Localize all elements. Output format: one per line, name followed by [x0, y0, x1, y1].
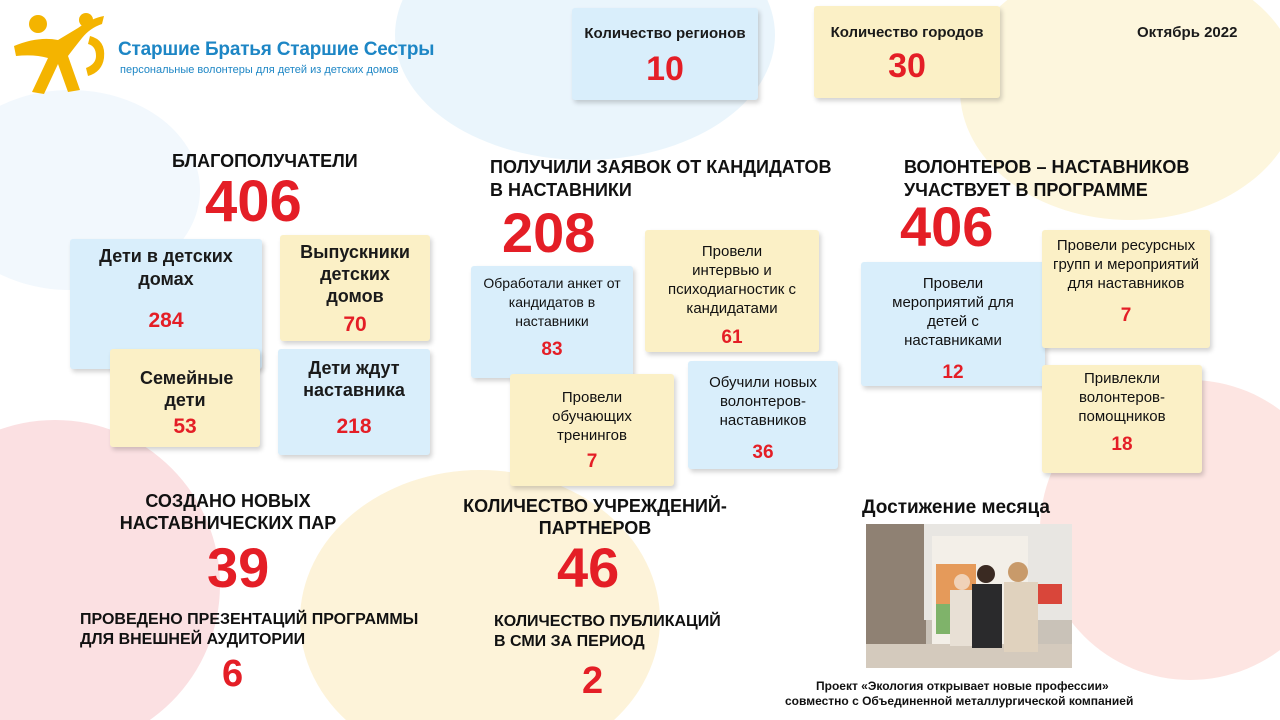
regions-value: 10: [646, 50, 684, 88]
resource-label: Провели ресурсных групп и мероприятий для наставников: [1052, 237, 1200, 292]
processed-card: [471, 266, 633, 378]
trainings-label: Провели обучающих тренингов: [552, 389, 632, 444]
cities-label: Количество городов: [830, 24, 984, 41]
applications-title-line1: ПОЛУЧИЛИ ЗАЯВОК ОТ КАНДИДАТОВ: [490, 157, 832, 177]
graduates-label: Выпускники детских домов: [300, 242, 410, 306]
bg-blob-pink-left: [0, 420, 220, 720]
figures-logo-icon: [8, 6, 118, 96]
pairs-value: 39: [207, 536, 270, 599]
volunteers-title-line1: ВОЛОНТЕРОВ – НАСТАВНИКОВ: [904, 157, 1190, 177]
applications-title-line2: В НАСТАВНИКИ: [490, 180, 632, 200]
cities-value: 30: [888, 47, 926, 85]
trained-label: Обучили новых волонтеров-наставников: [709, 374, 817, 429]
waiting-value: 218: [336, 415, 372, 438]
events-value: 12: [942, 362, 964, 383]
brand-logo: [8, 6, 118, 96]
interviews-value: 61: [721, 327, 743, 348]
family-label: Семейные дети: [140, 368, 234, 410]
achievement-caption-line2: совместно с Объединенной металлургической компанией: [785, 694, 1134, 708]
interviews-card: [645, 230, 819, 352]
helpers-value: 18: [1111, 434, 1133, 455]
publications-title: КОЛИЧЕСТВО ПУБЛИКАЦИЙ В СМИ ЗА ПЕРИОД: [494, 613, 721, 650]
brand-name: Старшие Братья Старшие Сестры: [118, 39, 435, 60]
achievement-caption-line1: Проект «Экология открывает новые профессии»: [816, 679, 1109, 693]
family-card: [110, 349, 260, 447]
presentations-value: 6: [222, 653, 244, 695]
trainings-card: [510, 374, 674, 486]
processed-label: Обработали анкет от кандидатов в наставники: [483, 275, 621, 329]
family-value: 53: [173, 415, 197, 438]
helpers-label: Привлекли волонтеров-помощников: [1078, 370, 1166, 425]
volunteers-value: 406: [900, 195, 994, 258]
interviews-label: Провели интервью и психодиагностик с кандидатами: [668, 243, 796, 317]
orphans-value: 284: [148, 309, 184, 332]
group-photo-image: [866, 524, 1072, 668]
partners-value: 46: [557, 536, 620, 599]
volunteers-title-line2: УЧАСТВУЕТ В ПРОГРАММЕ: [904, 180, 1148, 200]
orphans-label: Дети в детских домах: [99, 246, 233, 289]
regions-label: Количество регионов: [584, 25, 746, 42]
graduates-card: [280, 235, 430, 341]
partners-title: КОЛИЧЕСТВО УЧРЕЖДЕНИЙ-ПАРТНЕРОВ: [463, 496, 727, 538]
waiting-label: Дети ждут наставника: [303, 358, 405, 400]
beneficiaries-value: 406: [205, 169, 302, 234]
presentations-title: ПРОВЕДЕНО ПРЕЗЕНТАЦИЙ ПРОГРАММЫ ДЛЯ ВНЕШНЕЙ АУДИТОРИИ: [80, 611, 419, 648]
regions-card: [572, 8, 758, 100]
resource-value: 7: [1120, 305, 1132, 326]
events-label: Провели мероприятий для детей с наставниками: [892, 275, 1014, 349]
waiting-card: [278, 349, 430, 455]
trained-card: [688, 361, 838, 469]
report-date: Октябрь 2022: [1137, 24, 1238, 41]
achievement-title: Достижение месяца: [862, 497, 1050, 518]
graduates-value: 70: [343, 313, 367, 336]
resource-card: [1042, 230, 1210, 348]
cities-card: [814, 6, 1000, 98]
brand-tagline: персональные волонтеры для детей из детских домов: [120, 64, 399, 76]
applications-value: 208: [502, 201, 596, 264]
helpers-card: [1042, 365, 1202, 473]
beneficiaries-title: БЛАГОПОЛУЧАТЕЛИ: [172, 151, 358, 171]
processed-value: 83: [541, 339, 563, 360]
publications-value: 2: [582, 660, 604, 702]
trainings-value: 7: [586, 451, 598, 472]
events-card: [861, 262, 1045, 386]
trained-value: 36: [752, 442, 774, 463]
pairs-title: СОЗДАНО НОВЫХ НАСТАВНИЧЕСКИХ ПАР: [119, 491, 337, 533]
